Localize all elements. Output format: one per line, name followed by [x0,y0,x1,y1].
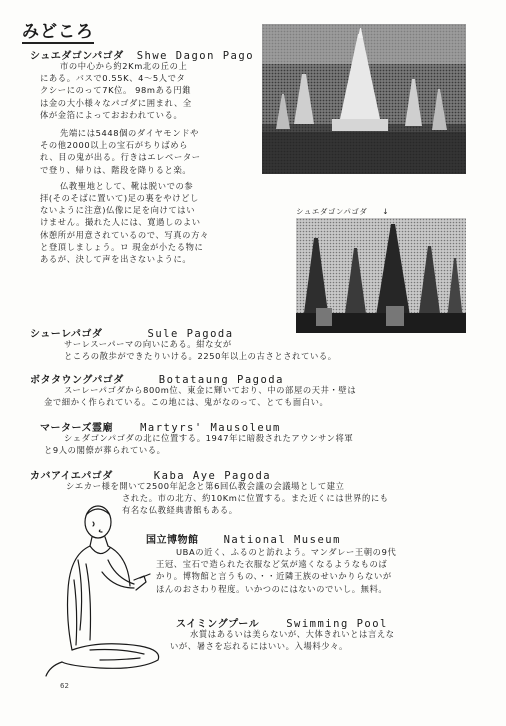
monk-illustration [40,500,170,680]
museum-line: ほんのおさわり程度。いかつのにはないのでいし。無料。 [156,583,388,594]
botataung-title-en: Botataung Pagoda [158,374,284,386]
martyrs-title-jp: マーターズ霊廟 [40,423,113,434]
pool-line: いが、暑さを忘れるにはいい。入場料少々。 [170,641,348,652]
museum-title-jp: 国立博物館 [146,535,199,546]
pool-title-jp: スイミングプール [176,619,260,630]
shwedagon-text [40,60,209,265]
martyrs-line: と9人の閣僚が葬られている。 [44,445,166,456]
museum-line: UBAの近く、ふるのと訪れよう。マンダレー王朝の9代 [176,547,397,557]
shwedagon-line: 市の中心から約2Km北の丘の上 [60,61,188,71]
caption-text: シュエダゴンパゴダ [296,207,368,216]
shwedagon-title-en: Shwe Dagon Pago [136,50,255,62]
museum-title-en: National Museum [223,534,341,546]
shwedagon-line: けません。撮れた人には、寛過しのよい [40,217,201,228]
page-heading: みどころ [22,22,94,42]
pool-title-en: Swimming Pool [286,618,388,630]
shwedagon-line: 休憩所が用意されているので、写真の方々 [40,229,209,240]
botataung-line: 金で細かく作られている。この地には、鬼がなのって、とても面白い。 [44,397,329,408]
shwedagon-line: は金の大小様々なパゴダに囲まれ、全 [40,97,192,108]
shwedagon-line: と登頂しましょう。ロ 現金が小たる物に [40,241,204,252]
pool-text [170,628,395,652]
sule-line: サーレスーパーマの向いにある。紺な女が [64,339,232,349]
shwedagon-line: ないように注意)仏像に足を向けてはい [40,205,196,216]
page-number: 62 [60,682,69,690]
shwedagon-photo-caption [296,206,389,217]
martyrs-text [44,432,353,456]
kaba-aye-line: シエカー様を開いて2500年記念と第6回仏教会議の会議場として建立 [66,481,345,491]
botataung-text [44,384,356,408]
museum-line: 王冠、宝石で造られた衣服など気が遠くなるようなものば [156,559,388,570]
shwedagon-line: 仏教聖地として、靴は脱いでの参 [60,180,194,191]
shwedagon-photo [262,24,466,174]
martyrs-title-en: Martyrs' Mausoleum [140,422,281,434]
shwedagon-line: あるが、決して声を出さないように。 [40,254,192,265]
kaba-aye-line: された。市の北方、約10Kmに位置する。また近くには世界的にも [122,493,389,504]
praying-monk-icon [40,500,170,680]
sule-title-jp: シューレパゴダ [30,329,103,340]
museum-title-row [146,528,341,547]
pool-line: 水質はあるいは美らないが、大体きれいとは言えな [190,629,395,639]
shwedagon-line: 先端には5448個のダイヤモンドや [60,128,200,139]
martyrs-line: シェダゴンパゴダの北に位置する。1947年に暗殺されたアウンサン将軍 [64,433,354,443]
shwedagon-line: 体が金箔によっておおわれている。 [40,109,183,120]
botataung-line: スーレーパゴダから800m位、東金に輝いており、中の部屋の天井・壁は [64,385,357,395]
arrow-down-icon: ↓ [382,207,390,216]
shwedagon-line: 拝(そのそばに置いて)足の裏をやけどし [40,193,199,204]
kaba-aye-title-jp: カバアイエパゴダ [30,471,113,482]
shwedagon-photo-image [262,24,466,174]
museum-line: かり。博物館と言うもの、・・近隣王族のせいかりらないが [156,571,392,582]
shwedagon-title-jp: シュエダゴンパゴダ [30,51,124,62]
shwedagon-spires-photo [296,218,466,333]
museum-text [156,546,396,595]
kaba-aye-line: 有名な仏教経典書館もある。 [122,505,238,516]
shwedagon-line: れ、目の鬼が出る。行きはエレベーター [40,152,201,163]
shwedagon-spires-image [296,218,466,333]
sule-line: ところの散歩ができたりいける。2250年以上の古さとされている。 [64,351,337,362]
kaba-aye-title-en: Kaba Aye Pagoda [153,470,272,482]
sule-text [64,338,337,362]
sule-title-en: Sule Pagoda [147,328,234,340]
shwedagon-line: クシーにのって7K位。 98mある円錐 [40,85,192,96]
shwedagon-line: その他2000以上の宝石がちりばめら [40,140,189,151]
shwedagon-line: で登り、帰りは、階段を降りると楽。 [40,164,192,175]
botataung-title-jp: ボタタウングパゴダ [30,375,124,386]
shwedagon-line: にある。バスで0.55K、4～5人でタ [40,73,186,84]
